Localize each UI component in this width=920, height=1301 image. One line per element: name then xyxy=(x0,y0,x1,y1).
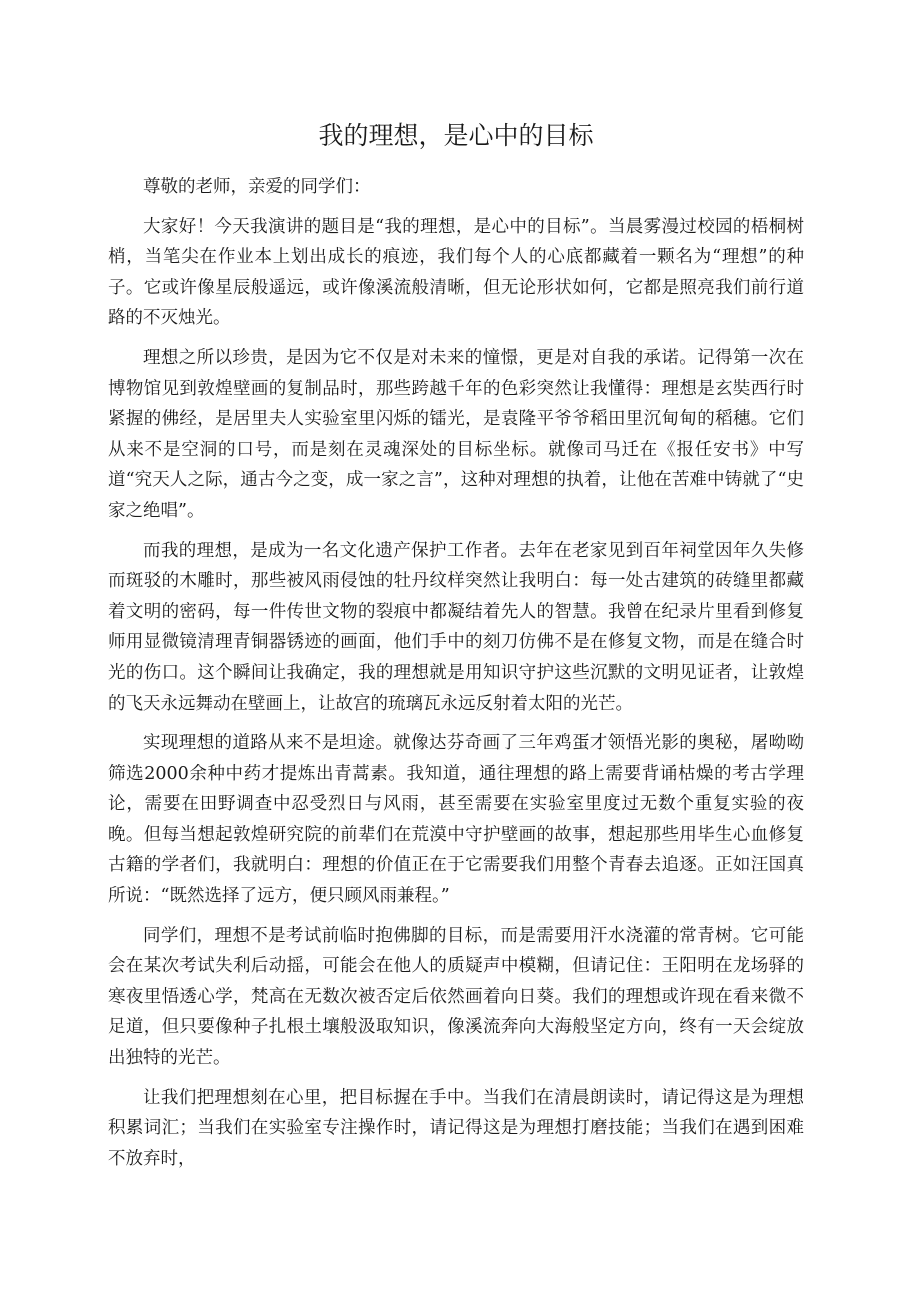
paragraph-greeting: 尊敬的老师，亲爱的同学们： xyxy=(143,177,371,197)
document-title: 我的理想，是心中的目标 xyxy=(318,121,594,150)
document-page xyxy=(108,0,804,1183)
paragraph-closing: 让我们把理想刻在心里，把目标握在手中。当我们在清晨朗读时，请记得这是为理想积累词汇；当我们在实验室专注操作时，请记得这是为理想打磨技能；当我们在遇到困难不放弃时， xyxy=(108,1087,804,1169)
document-body xyxy=(108,172,804,1174)
paragraph-value-of-ideals: 理想之所以珍贵，是因为它不仅是对未来的憧憬，更是对自我的承诺。记得第一次在博物馆见到敦煌壁画的复制品时，那些跨越千年的色彩突然让我懂得：理想是玄奘西行时紧握的佛经，是居里夫人实验室里闪烁的镭光，是袁隆平爷爷稻田里沉甸甸的稻穗。它们从来不是空洞的口号，而是刻在灵魂深处的目标坐标。就像司马迁在《报任安书》中写道“究天人之际，通古今之变，成一家之言”，这种对理想的执着，让他在苦难中铸就了“史家之绝唱”。 xyxy=(108,347,804,521)
paragraph-road-to-ideal: 实现理想的道路从来不是坦途。就像达芬奇画了三年鸡蛋才领悟光影的奥秘，屠呦呦筛选2000余种中药才提炼出青蒿素。我知道，通往理想的路上需要背诵枯燥的考古学理论，需要在田野调查中忍受烈日与风雨，甚至需要在实验室里度过无数个重复实验的夜晚。但每当想起敦煌研究院的前辈们在荒漠中守护壁画的故事，想起那些用毕生心血修复古籍的学者们，我就明白：理想的价值正在于它需要我们用整个青春去追逐。正如汪国真所说：“既然选择了远方，便只顾风雨兼程。” xyxy=(108,733,804,907)
paragraph-my-ideal: 而我的理想，是成为一名文化遗产保护工作者。去年在老家见到百年祠堂因年久失修而斑驳的木雕时，那些被风雨侵蚀的牡丹纹样突然让我明白：每一处古建筑的砖缝里都藏着文明的密码，每一件传世文物的裂痕中都凝结着先人的智慧。我曾在纪录片里看到修复师用显微镜清理青铜器锈迹的画面，他们手中的刻刀仿佛不是在修复文物，而是在缝合时光的伤口。这个瞬间让我确定，我的理想就是用知识守护这些沉默的文明见证者，让敦煌的飞天永远舞动在壁画上，让故宫的琉璃瓦永远反射着太阳的光芒。 xyxy=(108,540,804,714)
paragraph-opening: 大家好！今天我演讲的题目是“我的理想，是心中的目标”。当晨雾漫过校园的梧桐树梢，当笔尖在作业本上划出成长的痕迹，我们每个人的心底都藏着一颗名为“理想”的种子。它或许像星辰般遥远，或许像溪流般清晰，但无论形状如何，它都是照亮我们前行道路的不灭烛光。 xyxy=(108,216,804,329)
paragraph-evergreen: 同学们，理想不是考试前临时抱佛脚的目标，而是需要用汗水浇灌的常青树。它可能会在某次考试失利后动摇，可能会在他人的质疑声中模糊，但请记住：王阳明在龙场驿的寒夜里悟透心学，梵高在无数次被否定后依然画着向日葵。我们的理想或许现在看来微不足道，但只要像种子扎根土壤般汲取知识，像溪流奔向大海般坚定方向，终有一天会绽放出独特的光芒。 xyxy=(108,925,804,1069)
